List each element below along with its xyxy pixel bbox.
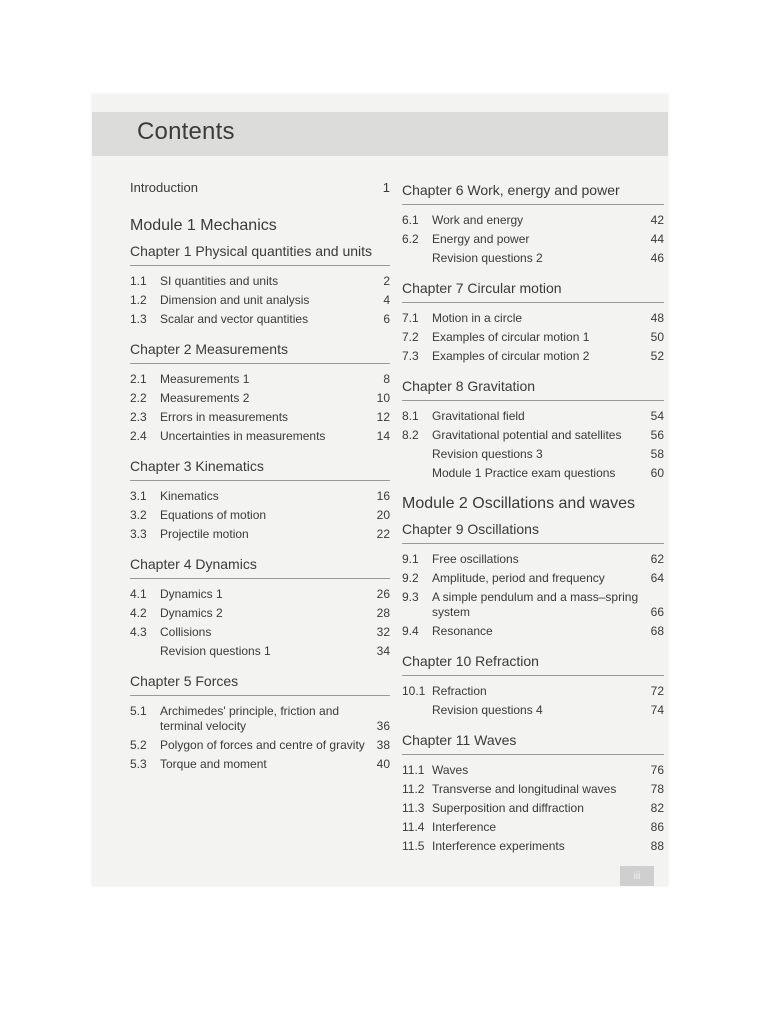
toc-entry — [130, 604, 390, 623]
toc-entry — [402, 407, 664, 426]
entry-page: 22 — [376, 527, 390, 541]
toc-entry — [130, 310, 390, 329]
entry-title: Motion in a circle — [432, 311, 523, 325]
chapter-heading: Chapter 11 Waves — [402, 732, 664, 755]
entry-number: 1.1 — [130, 274, 147, 288]
toc-entry — [402, 211, 664, 230]
intro-title: Introduction — [130, 180, 198, 195]
entry-number: 3.2 — [130, 508, 147, 522]
entry-page: 76 — [650, 763, 664, 777]
toc-entry — [130, 585, 390, 604]
toc-entry — [402, 464, 664, 483]
entry-title: Interference — [432, 820, 497, 834]
entry-page: 60 — [650, 466, 664, 480]
entry-title: Superposition and diffraction — [432, 801, 584, 815]
chapter-section — [402, 182, 664, 268]
entry-page: 54 — [650, 409, 664, 423]
toc-entry — [402, 837, 664, 856]
toc-entry — [402, 426, 664, 445]
entry-title: Revision questions 1 — [160, 644, 271, 658]
chapter-section — [402, 280, 664, 366]
entry-page: 28 — [376, 606, 390, 620]
intro-page: 1 — [382, 180, 390, 195]
entry-number: 5.2 — [130, 738, 147, 752]
entry-title: Gravitational field — [432, 409, 525, 423]
entry-title: Measurements 2 — [160, 391, 250, 405]
entry-page: 78 — [650, 782, 664, 796]
entry-page: 68 — [650, 624, 664, 638]
chapter-heading: Chapter 10 Refraction — [402, 653, 664, 676]
chapter-heading: Chapter 8 Gravitation — [402, 378, 664, 401]
chapter-section — [402, 732, 664, 856]
toc-entry — [402, 309, 664, 328]
chapter-heading: Chapter 7 Circular motion — [402, 280, 664, 303]
entry-page: 16 — [376, 489, 390, 503]
entry-number: 3.3 — [130, 527, 147, 541]
chapter-heading: Chapter 1 Physical quantities and units — [130, 243, 390, 266]
entry-title: Measurements 1 — [160, 372, 250, 386]
entry-number: 4.1 — [130, 587, 147, 601]
chapter-heading: Chapter 3 Kinematics — [130, 458, 390, 481]
toc-entry — [402, 588, 664, 622]
entry-number: 4.2 — [130, 606, 147, 620]
toc-entry — [130, 389, 390, 408]
entry-page: 42 — [650, 213, 664, 227]
toc-entry — [402, 347, 664, 366]
entry-page: 8 — [383, 372, 390, 386]
right-chapter-list-a — [402, 182, 664, 483]
entry-title: Resonance — [432, 624, 493, 638]
entry-page: 20 — [376, 508, 390, 522]
entry-number: 2.2 — [130, 391, 147, 405]
toc-entry — [402, 249, 664, 268]
entry-number: 4.3 — [130, 625, 147, 639]
toc-entry — [402, 445, 664, 464]
entry-title: Dimension and unit analysis — [160, 293, 310, 307]
entry-number: 5.1 — [130, 704, 147, 718]
page-title: Contents — [137, 118, 235, 145]
entry-number: 10.1 — [402, 684, 426, 698]
entry-title: Uncertainties in measurements — [160, 429, 326, 443]
toc-entry — [130, 291, 390, 310]
entry-number: 1.2 — [130, 293, 147, 307]
entry-page: 88 — [650, 839, 664, 853]
toc-entry — [402, 230, 664, 249]
entry-page: 58 — [650, 447, 664, 461]
entry-number: 9.1 — [402, 552, 419, 566]
entry-number: 11.5 — [402, 839, 425, 853]
page-folio: iii — [620, 866, 654, 886]
entry-page: 14 — [376, 429, 390, 443]
toc-entry — [402, 682, 664, 701]
left-chapter-list — [130, 243, 390, 774]
entry-page: 38 — [376, 738, 390, 752]
entry-number: 2.4 — [130, 429, 147, 443]
toc-entry — [402, 818, 664, 837]
chapter-section — [130, 341, 390, 446]
toc-entry — [130, 427, 390, 446]
toc-entry — [130, 272, 390, 291]
entry-page: 48 — [650, 311, 664, 325]
toc-entry — [402, 622, 664, 641]
toc-entry — [130, 487, 390, 506]
entry-page: 2 — [383, 274, 390, 288]
chapter-heading: Chapter 4 Dynamics — [130, 556, 390, 579]
toc-entry — [402, 569, 664, 588]
entry-page: 32 — [376, 625, 390, 639]
chapter-section — [130, 243, 390, 329]
entry-page: 74 — [650, 703, 664, 717]
toc-entry — [130, 525, 390, 544]
right-chapter-list-b — [402, 521, 664, 856]
entry-number: 9.2 — [402, 571, 419, 585]
entry-number: 3.1 — [130, 489, 147, 503]
entry-title: Interference experiments — [432, 839, 565, 853]
entry-page: 56 — [650, 428, 664, 442]
chapter-section — [130, 458, 390, 544]
toc-entry — [130, 623, 390, 642]
left-column — [130, 180, 390, 786]
toc-entry — [130, 408, 390, 427]
entry-title: Dynamics 2 — [160, 606, 223, 620]
entry-title: Gravitational potential and satellites — [432, 428, 622, 442]
entry-title: Examples of circular motion 2 — [432, 349, 590, 363]
entry-number: 6.1 — [402, 213, 419, 227]
entry-number: 6.2 — [402, 232, 419, 246]
entry-title: Free oscillations — [432, 552, 519, 566]
entry-title: Archimedes' principle, friction and terminal velocity — [160, 704, 340, 733]
entry-title: Kinematics — [160, 489, 219, 503]
entry-number: 2.3 — [130, 410, 147, 424]
entry-number: 11.1 — [402, 763, 425, 777]
entry-title: Refraction — [432, 684, 487, 698]
entry-page: 26 — [376, 587, 390, 601]
chapter-section — [130, 673, 390, 774]
entry-title: Collisions — [160, 625, 212, 639]
toc-entry — [130, 755, 390, 774]
entry-number: 11.2 — [402, 782, 425, 796]
entry-number: 8.2 — [402, 428, 419, 442]
entry-title: Errors in measurements — [160, 410, 289, 424]
entry-title: SI quantities and units — [160, 274, 279, 288]
entry-page: 34 — [376, 644, 390, 658]
entry-page: 52 — [650, 349, 664, 363]
entry-title: Module 1 Practice exam questions — [432, 466, 616, 480]
toc-entry — [130, 642, 390, 661]
entry-number: 9.4 — [402, 624, 419, 638]
entry-title: Transverse and longitudinal waves — [432, 782, 617, 796]
entry-title: Equations of motion — [160, 508, 267, 522]
entry-page: 36 — [376, 719, 390, 733]
chapter-section — [130, 556, 390, 661]
chapter-section — [402, 521, 664, 641]
entry-number: 11.4 — [402, 820, 425, 834]
entry-page: 82 — [650, 801, 664, 815]
entry-title: Scalar and vector quantities — [160, 312, 309, 326]
entry-page: 50 — [650, 330, 664, 344]
toc-entry — [130, 370, 390, 389]
entry-title: Polygon of forces and centre of gravity — [160, 738, 365, 752]
toc-entry — [130, 702, 390, 736]
entry-page: 64 — [650, 571, 664, 585]
entry-page: 12 — [376, 410, 390, 424]
toc-entry — [402, 550, 664, 569]
toc-entry — [402, 761, 664, 780]
chapter-section — [402, 378, 664, 483]
entry-title: Projectile motion — [160, 527, 249, 541]
toc-entry — [402, 799, 664, 818]
entry-number: 11.3 — [402, 801, 425, 815]
entry-number: 8.1 — [402, 409, 419, 423]
chapter-heading: Chapter 9 Oscillations — [402, 521, 664, 544]
entry-number: 7.3 — [402, 349, 419, 363]
entry-number: 1.3 — [130, 312, 147, 326]
entry-number: 7.1 — [402, 311, 419, 325]
entry-title: Amplitude, period and frequency — [432, 571, 605, 585]
entry-page: 72 — [650, 684, 664, 698]
toc-entry — [130, 506, 390, 525]
entry-page: 46 — [650, 251, 664, 265]
entry-page: 62 — [650, 552, 664, 566]
chapter-heading: Chapter 5 Forces — [130, 673, 390, 696]
toc-entry — [402, 701, 664, 720]
entry-page: 10 — [376, 391, 390, 405]
entry-number: 5.3 — [130, 757, 147, 771]
entry-page: 6 — [383, 312, 390, 326]
entry-page: 40 — [376, 757, 390, 771]
entry-number: 7.2 — [402, 330, 419, 344]
entry-title: Revision questions 2 — [432, 251, 543, 265]
chapter-section — [402, 653, 664, 720]
entry-number: 2.1 — [130, 372, 147, 386]
toc-entry — [130, 736, 390, 755]
entry-number: 9.3 — [402, 590, 419, 604]
module-heading: Module 2 Oscillations and waves — [402, 495, 636, 512]
entry-title: Revision questions 3 — [432, 447, 543, 461]
entry-title: A simple pendulum and a mass–spring system — [432, 590, 639, 619]
toc-entry — [402, 780, 664, 799]
entry-title: Revision questions 4 — [432, 703, 543, 717]
entry-title: Torque and moment — [160, 757, 267, 771]
entry-title: Dynamics 1 — [160, 587, 223, 601]
entry-title: Examples of circular motion 1 — [432, 330, 590, 344]
entry-page: 4 — [383, 293, 390, 307]
entry-page: 66 — [650, 605, 664, 619]
entry-title: Work and energy — [432, 213, 524, 227]
intro-entry — [130, 180, 390, 195]
entry-title: Waves — [432, 763, 469, 777]
right-column — [402, 182, 664, 868]
chapter-heading: Chapter 6 Work, energy and power — [402, 182, 664, 205]
entry-title: Energy and power — [432, 232, 530, 246]
module-heading: Module 1 Mechanics — [130, 217, 277, 234]
toc-entry — [402, 328, 664, 347]
entry-page: 44 — [650, 232, 664, 246]
chapter-heading: Chapter 2 Measurements — [130, 341, 390, 364]
entry-page: 86 — [650, 820, 664, 834]
